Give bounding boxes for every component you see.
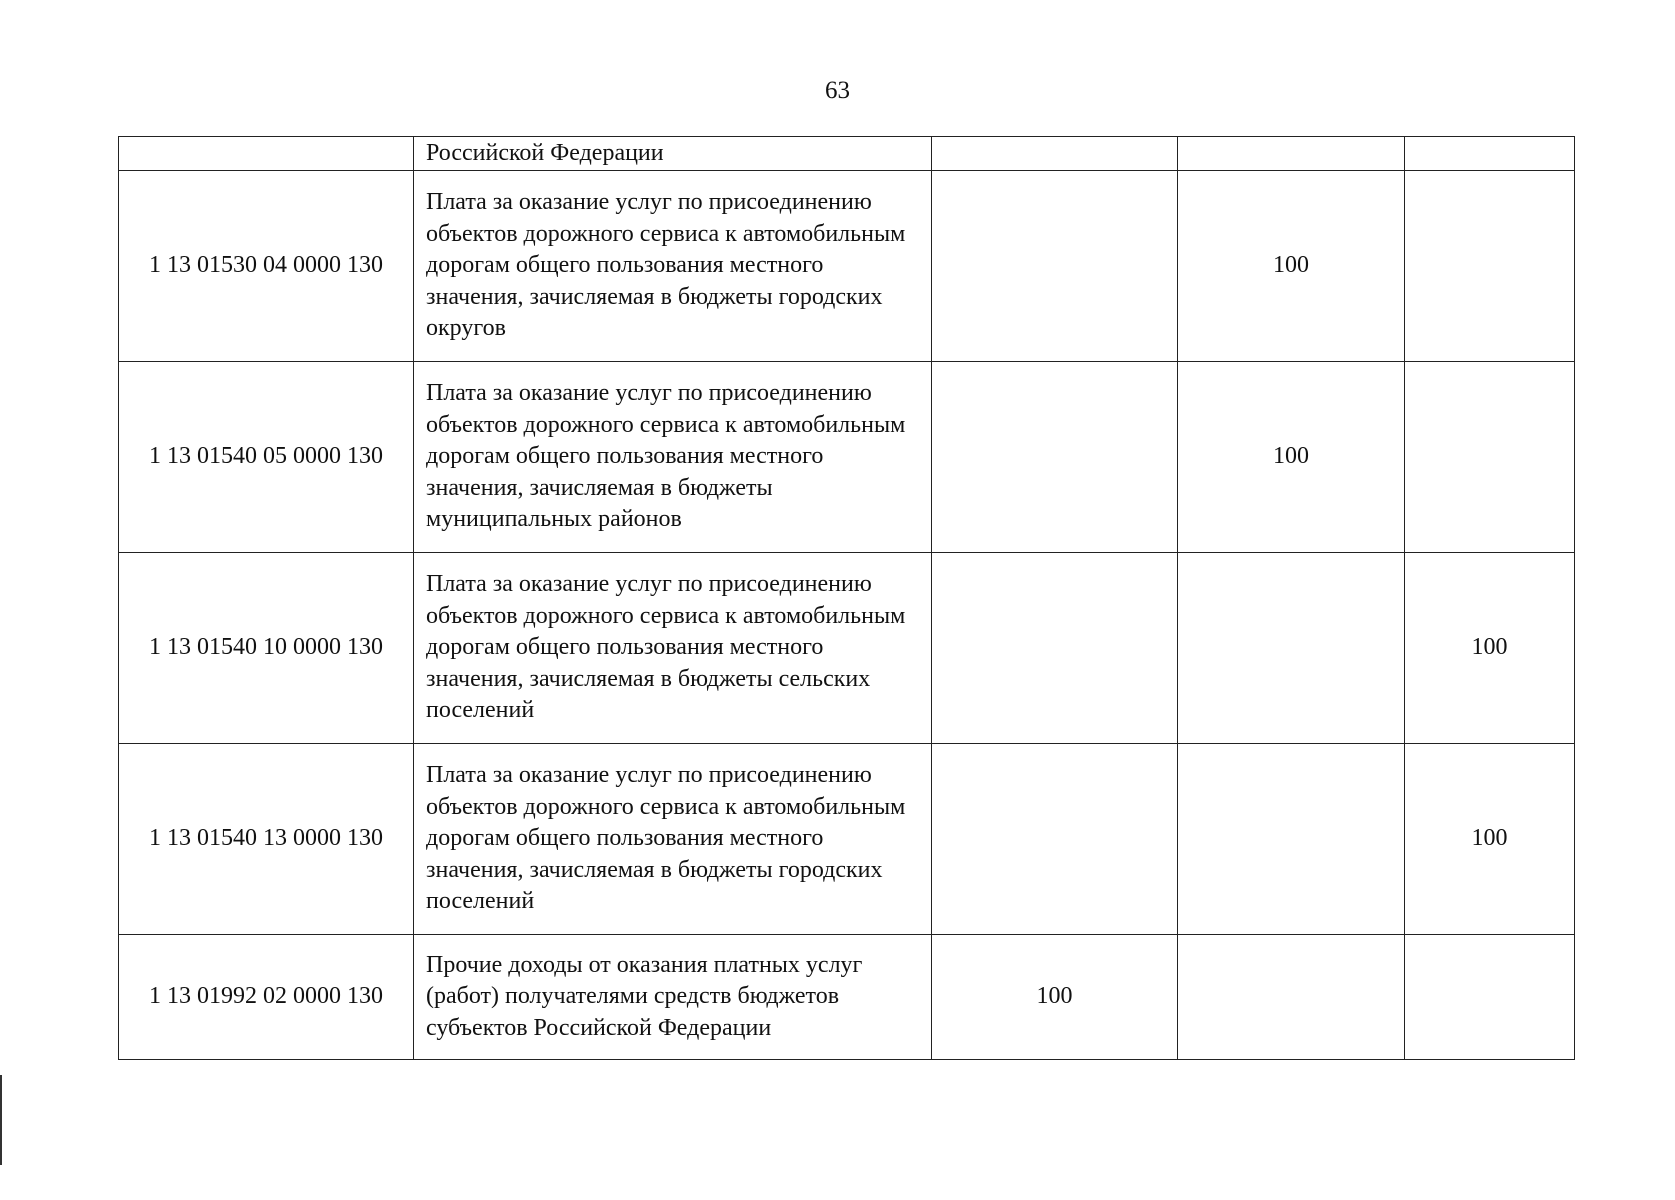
share-column-1-cell <box>932 362 1178 553</box>
share-column-1-cell <box>932 553 1178 744</box>
share-column-3-cell <box>1405 171 1575 362</box>
table-row <box>119 137 1575 171</box>
table-row <box>119 171 1575 362</box>
share-column-1-cell: 100 <box>932 935 1178 1060</box>
share-column-1-cell <box>932 171 1178 362</box>
revenue-name-cell: Плата за оказание услуг по присоединению объектов дорожного сервиса к автомобильным дорогам общего пользования местного значения, зачисляемая в бюджеты сельских поселений <box>414 553 932 744</box>
table-row <box>119 362 1575 553</box>
share-column-2-cell <box>1178 553 1405 744</box>
revenue-name-cell: Прочие доходы от оказания платных услуг (работ) получателями средств бюджетов субъектов Российской Федерации <box>414 935 932 1060</box>
table-row <box>119 553 1575 744</box>
revenue-distribution-table <box>118 136 1575 1060</box>
share-column-3-cell <box>1405 362 1575 553</box>
revenue-code-cell <box>119 137 414 171</box>
share-column-2-cell <box>1178 137 1405 171</box>
revenue-name-cell: Плата за оказание услуг по присоединению объектов дорожного сервиса к автомобильным дорогам общего пользования местного значения, зачисляемая в бюджеты муниципальных районов <box>414 362 932 553</box>
page-number: 63 <box>825 77 850 104</box>
revenue-code-cell: 1 13 01540 13 0000 130 <box>119 744 414 935</box>
share-column-2-cell <box>1178 935 1405 1060</box>
scan-margin-line <box>0 1075 2 1165</box>
share-column-2-cell: 100 <box>1178 362 1405 553</box>
revenue-code-cell: 1 13 01992 02 0000 130 <box>119 935 414 1060</box>
revenue-code-cell: 1 13 01540 10 0000 130 <box>119 553 414 744</box>
revenue-code-cell: 1 13 01540 05 0000 130 <box>119 362 414 553</box>
share-column-3-cell <box>1405 935 1575 1060</box>
share-column-1-cell <box>932 744 1178 935</box>
share-column-3-cell <box>1405 137 1575 171</box>
table-row <box>119 744 1575 935</box>
revenue-name-cell: Российской Федерации <box>414 137 932 171</box>
revenue-name-cell: Плата за оказание услуг по присоединению объектов дорожного сервиса к автомобильным дорогам общего пользования местного значения, зачисляемая в бюджеты городских округов <box>414 171 932 362</box>
share-column-2-cell <box>1178 744 1405 935</box>
revenue-code-cell: 1 13 01530 04 0000 130 <box>119 171 414 362</box>
share-column-3-cell: 100 <box>1405 553 1575 744</box>
revenue-name-cell: Плата за оказание услуг по присоединению объектов дорожного сервиса к автомобильным дорогам общего пользования местного значения, зачисляемая в бюджеты городских поселений <box>414 744 932 935</box>
share-column-2-cell: 100 <box>1178 171 1405 362</box>
share-column-3-cell: 100 <box>1405 744 1575 935</box>
table-row <box>119 935 1575 1060</box>
share-column-1-cell <box>932 137 1178 171</box>
